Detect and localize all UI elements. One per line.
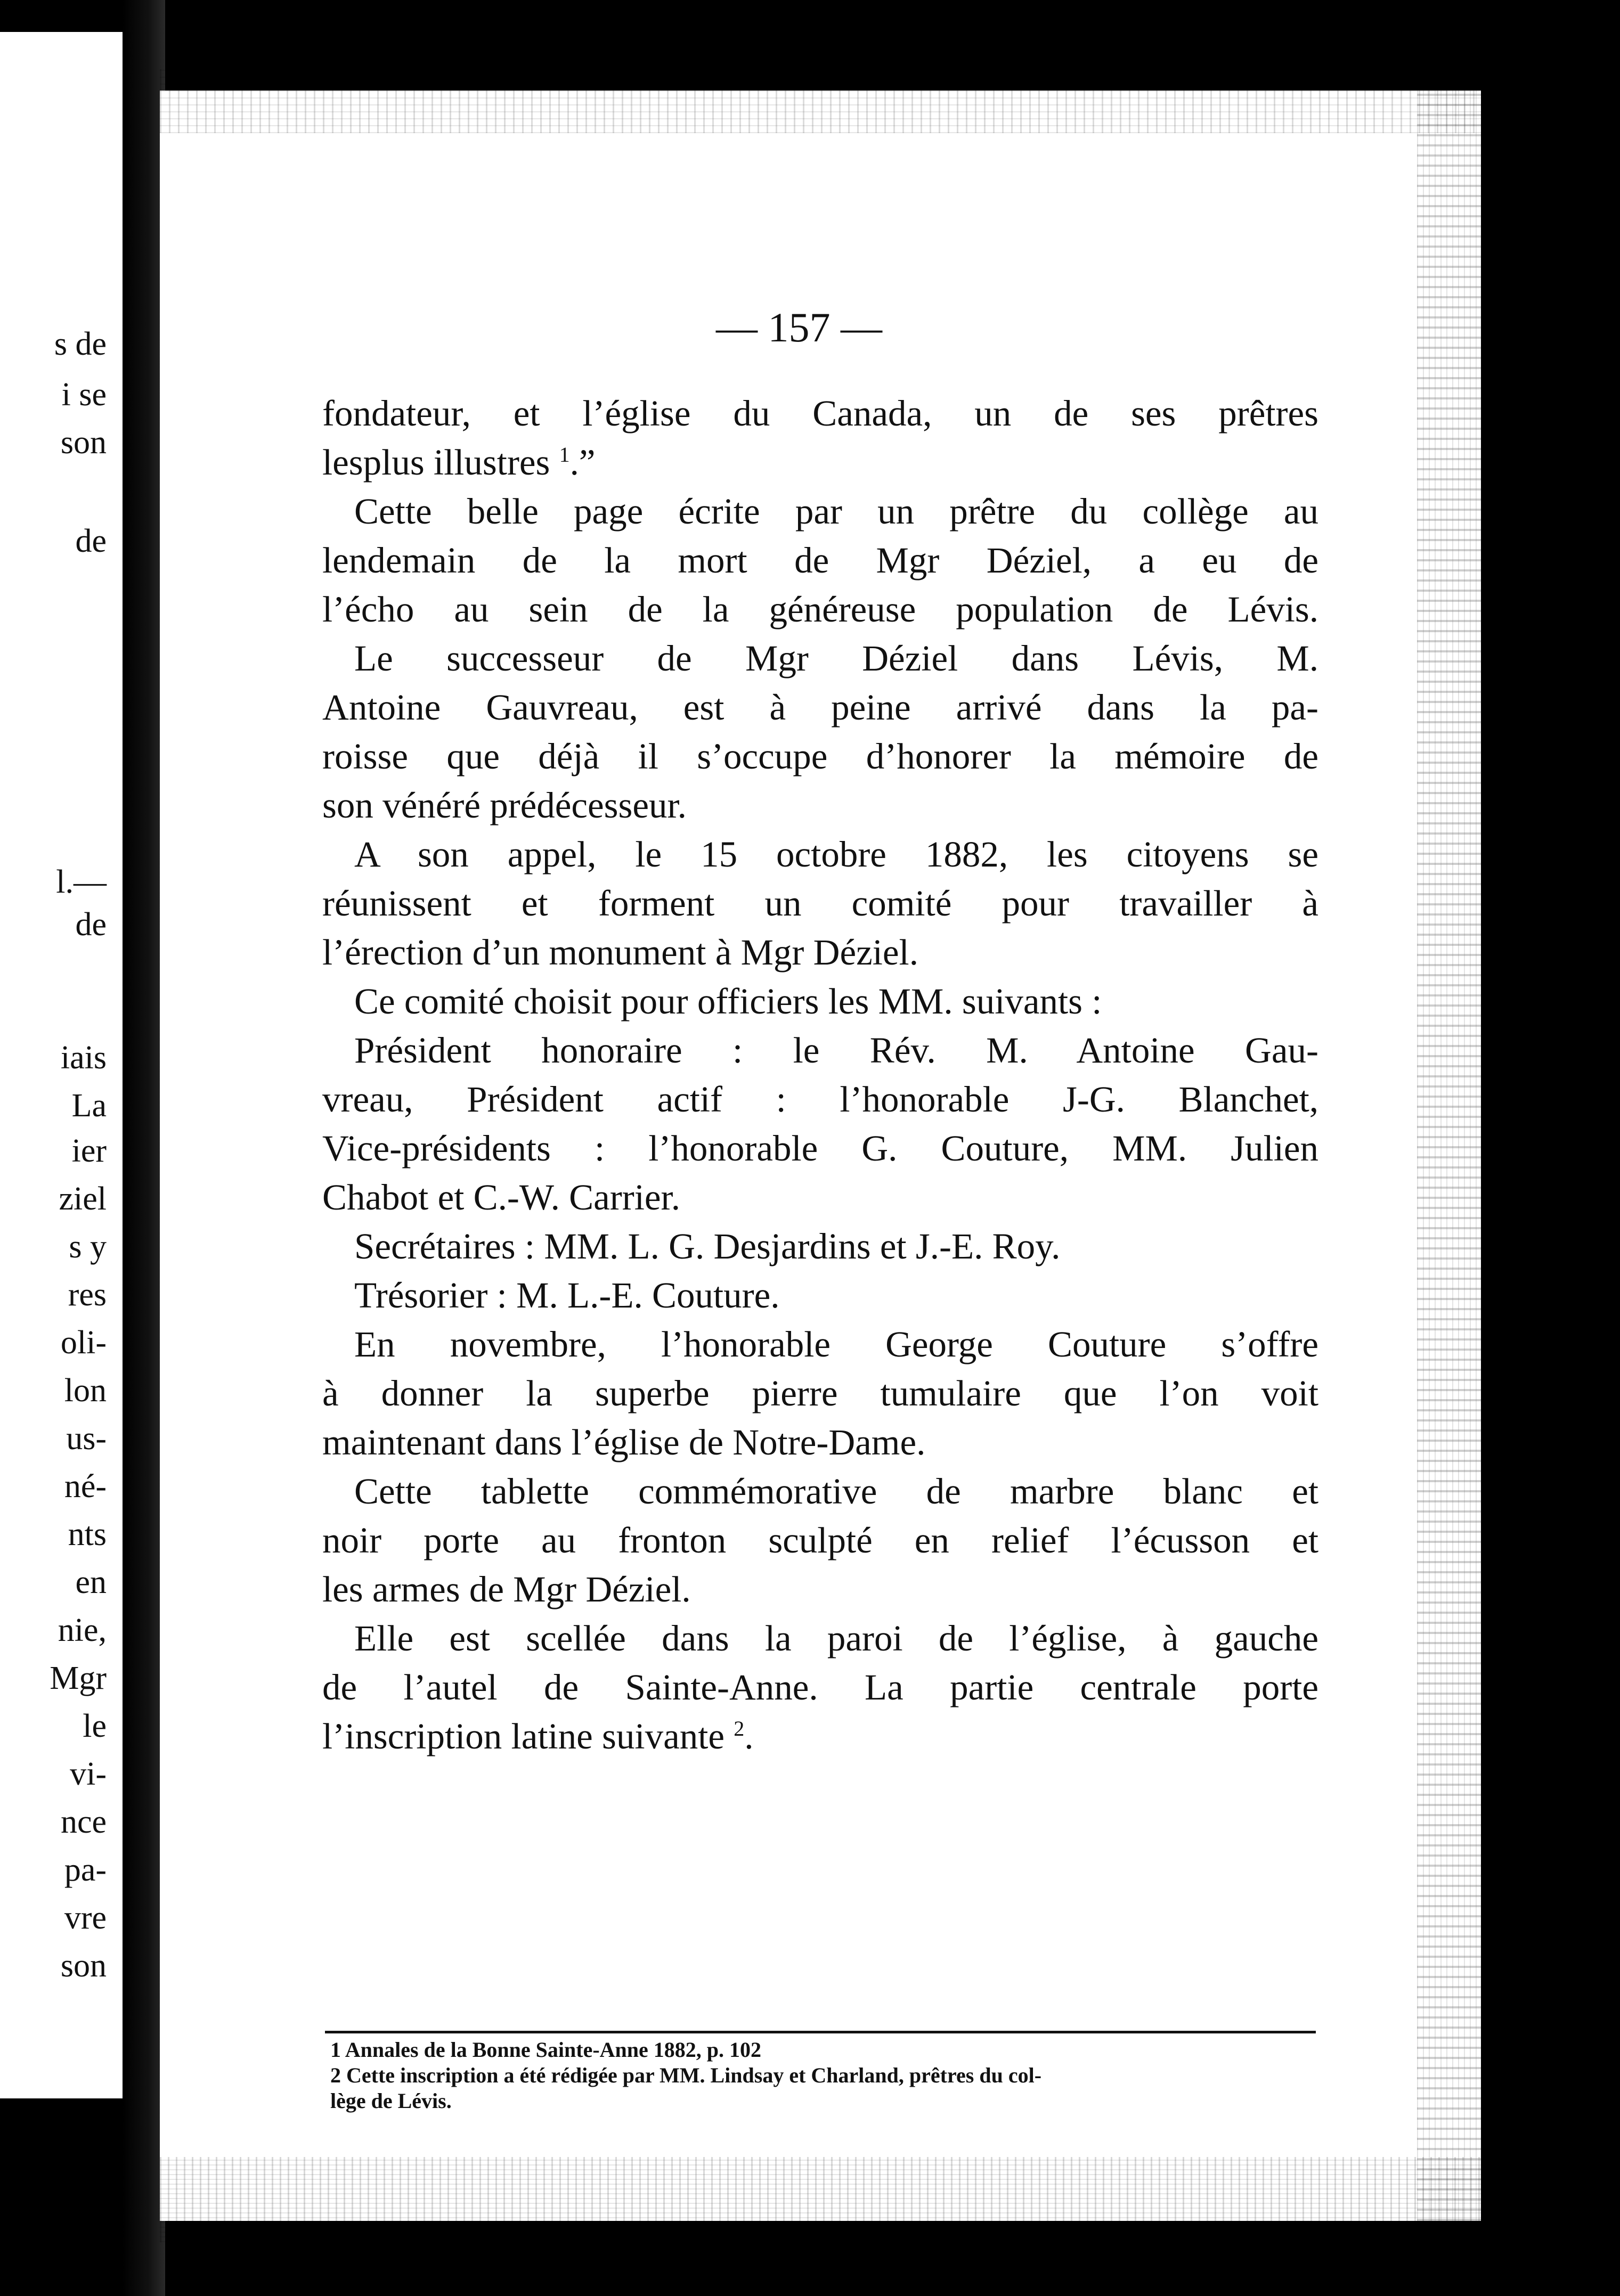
facing-line: l.— [56, 864, 107, 900]
facing-line: iais [60, 1040, 107, 1076]
text-line: roisse que déjà il s’occupe d’honorer la mémoire de [322, 736, 1318, 777]
text-line: lendemain de la mort de Mgr Déziel, a eu de [322, 540, 1318, 581]
text-line: l’érection d’un monument à Mgr Déziel. [322, 932, 918, 973]
text-line: l’écho au sein de la généreuse population de Lévis. [322, 589, 1318, 630]
text-line: de l’autel de Sainte-Anne. La partie centrale porte [322, 1667, 1318, 1707]
text-line [322, 1712, 1318, 1761]
book-page [160, 91, 1481, 2221]
facing-line: né- [64, 1468, 107, 1505]
text-line: Cette belle page écrite par un prêtre du collège au [354, 491, 1318, 532]
facing-line: de [75, 906, 107, 943]
facing-line: vre [64, 1900, 107, 1936]
text-line: Antoine Gauvreau, est à peine arrivé dans la pa- [322, 687, 1318, 728]
text-line: maintenant dans l’église de Notre-Dame. [322, 1422, 926, 1462]
facing-line: pa- [64, 1852, 107, 1888]
footnote-ref: 2 [734, 1717, 745, 1741]
facing-line: son [60, 1948, 107, 1984]
text-line: fondateur, et l’église du Canada, un de ses prêtres [322, 393, 1318, 434]
facing-line: vi- [70, 1756, 107, 1792]
text-line: Elle est scellée dans la paroi de l’église, à gauche [354, 1618, 1318, 1658]
text-line: Chabot et C.-W. Carrier. [322, 1177, 680, 1218]
footnote-1: 1 Annales de la Bonne Sainte-Anne 1882, p. 102 [330, 2038, 762, 2062]
footnote-2: 2 Cette inscription a été rédigée par MM. Lindsay et Charland, prêtres du col- [330, 2063, 1042, 2087]
text-run: lesplus illustres [322, 442, 550, 483]
text-line: son vénéré prédécesseur. [322, 785, 687, 826]
text-line [322, 438, 1318, 487]
facing-line: nce [60, 1804, 107, 1840]
facing-line: La [71, 1088, 107, 1124]
text-line: En novembre, l’honorable George Couture s’offre [354, 1324, 1318, 1364]
footnote-rule [325, 2031, 1316, 2033]
page-edge-shadow [1486, 43, 1516, 2226]
facing-line: nts [68, 1516, 107, 1553]
text-line: Le successeur de Mgr Déziel dans Lévis, M. [354, 638, 1318, 679]
facing-line: ziel [59, 1181, 107, 1217]
text-run: .” [569, 442, 596, 483]
text-run: . [744, 1716, 754, 1756]
text-line: vreau, Président actif : l’honorable J-G. Blanchet, [322, 1079, 1318, 1120]
facing-line: Mgr [50, 1660, 107, 1696]
text-line: les armes de Mgr Déziel. [322, 1569, 691, 1609]
footnotes [330, 2037, 1316, 2114]
facing-page-fragment [0, 32, 123, 2098]
text-line: Trésorier : M. L.-E. Couture. [354, 1275, 780, 1315]
facing-line: s de [54, 326, 107, 362]
binding-gutter [123, 0, 165, 2296]
scan-noise-bottom [160, 2157, 1524, 2242]
text-line: à donner la superbe pierre tumulaire que l’on voit [322, 1373, 1318, 1413]
facing-line: nie, [58, 1612, 107, 1648]
text-line: Ce comité choisit pour officiers les MM. suivants : [354, 981, 1102, 1022]
text-line: Vice-présidents : l’honorable G. Couture, MM. Julien [322, 1128, 1318, 1169]
facing-line: oli- [60, 1325, 107, 1361]
text-line: Président honoraire : le Rév. M. Antoine Gau- [354, 1030, 1318, 1071]
facing-line: son [60, 424, 107, 461]
text-run: l’inscription latine suivante [322, 1716, 724, 1756]
facing-line: lon [64, 1372, 107, 1409]
facing-line: res [68, 1277, 107, 1313]
footnote-2-continued: lège de Lévis. [330, 2089, 452, 2113]
facing-line: us- [66, 1420, 107, 1457]
text-line: Cette tablette commémorative de marbre blanc et [354, 1471, 1318, 1511]
facing-line: s y [69, 1229, 107, 1265]
facing-line: le [83, 1708, 107, 1744]
facing-line: i se [61, 377, 107, 413]
text-line: Secrétaires : MM. L. G. Desjardins et J.-E. Roy. [354, 1226, 1061, 1267]
footnote-ref: 1 [559, 443, 570, 467]
facing-line: de [75, 523, 107, 559]
page-body [322, 389, 1318, 1761]
text-line: A son appel, le 15 octobre 1882, les citoyens se [354, 834, 1318, 875]
text-line: noir porte au fronton sculpté en relief l’écusson et [322, 1520, 1318, 1560]
text-line: réunissent et forment un comité pour travailler à [322, 883, 1318, 924]
facing-line: en [75, 1564, 107, 1600]
scan-noise-top [160, 69, 1481, 133]
facing-line: ier [71, 1133, 107, 1169]
page-number: — 157 — [716, 304, 882, 350]
